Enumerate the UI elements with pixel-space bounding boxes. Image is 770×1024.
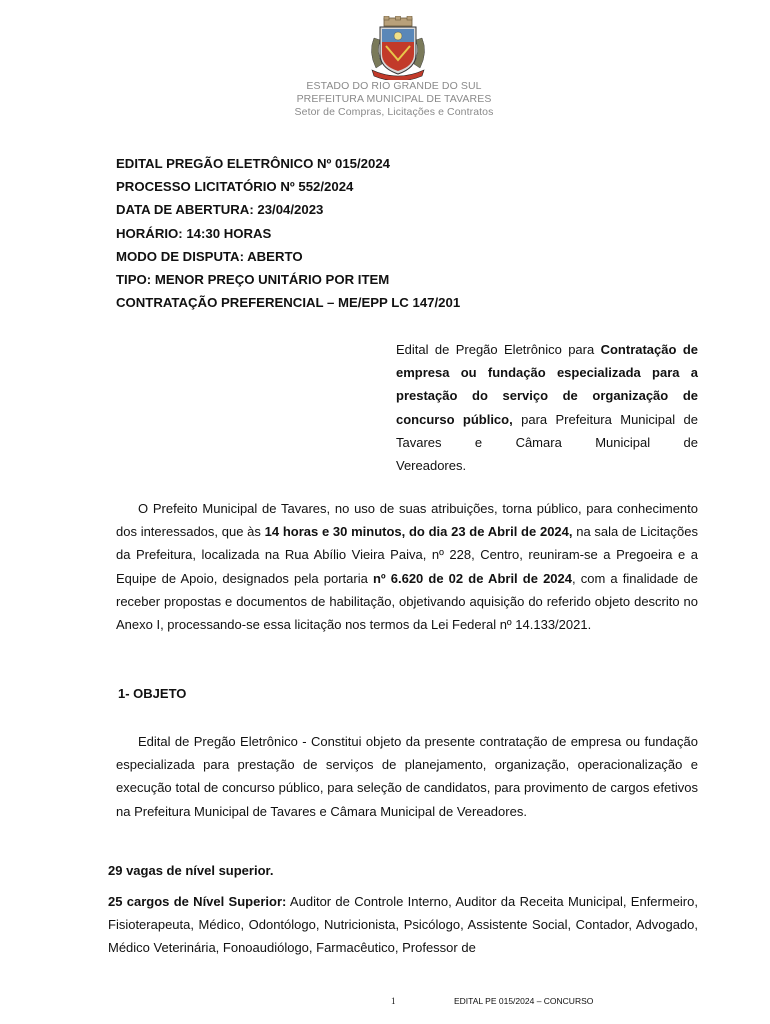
page-number: 1 [391,996,396,1006]
vagas-heading: 29 vagas de nível superior. [108,863,274,878]
modo-disputa: MODO DE DISPUTA: ABERTO [116,248,303,264]
summary-text-2: para Prefeitura Municipal de Tavares e Câmara Municipal de [396,411,698,450]
letterhead-prefecture: PREFEITURA MUNICIPAL DE TAVARES [296,93,492,105]
footer-reference: EDITAL PE 015/2024 – CONCURSO [454,996,594,1006]
summary-text-3: Vereadores. [396,458,467,474]
cargos-list: Auditor de Controle Interno, Auditor da Receita Municipal, Enfermeiro, Fisioterapeuta, Médico, Odontólogo, Nutricionista, Psicólogo, Assistente Social, Contador, Advogado, Médico Veterinária, Fonoaudiólogo, Farmacêutico, Professor de [108,894,698,956]
edital-summary [396,338,698,477]
letterhead-state: ESTADO DO RIO GRANDE DO SUL [306,80,482,92]
summary-text-1: Edital de Pregão Eletrônico para [396,342,601,357]
letterhead-department: Setor de Compras, Licitações e Contratos [294,106,494,118]
objeto-paragraph [116,730,698,823]
data-abertura: DATA DE ABERTURA: 23/04/2023 [116,202,324,218]
intro-portaria-bold: nº 6.620 de 02 de Abril de 2024 [372,570,572,586]
municipal-crest-icon [366,16,430,80]
intro-text-2: na sala de Licitações da Prefeitura, localizada na Rua Abílio Vieira Paiva, nº 228, Centro, reuniram-se a Pregoeira e a Equipe de Apoio, designados pela portaria [116,524,698,586]
section-objeto-title: 1- OBJETO [118,686,187,701]
intro-text-1: O Prefeito Municipal de Tavares, no uso de suas atribuições, torna público, para conhecimento dos interessados, que às [116,501,698,540]
cargos-label: 25 cargos de Nível Superior: [108,894,287,909]
edital-number: EDITAL PREGÃO ELETRÔNICO Nº 015/2024 [116,156,391,171]
summary-object-bold: Contratação de empresa ou fundação especializada para a prestação do serviço de organização de concurso público, [396,342,698,427]
processo-number: PROCESSO LICITATÓRIO Nº 552/2024 [116,179,354,195]
intro-paragraph [116,497,698,636]
objeto-text: Edital de Pregão Eletrônico - Constitui objeto da presente contratação de empresa ou fundação especializada para prestação de serviços de planejamento, organização, operacionalização e execução total de concurso público, para seleção de candidatos, para provimento de cargos efetivos na Prefeitura Municipal de Tavares e Câmara Municipal de Vereadores. [116,734,698,819]
edital-header [116,152,460,314]
tipo: TIPO: MENOR PREÇO UNITÁRIO POR ITEM [116,272,390,288]
intro-text-3: , com a finalidade de receber propostas e documentos de habilitação, objetivando aquisição do referido objeto descrito no Anexo I, processando-se essa licitação nos termos da Lei Federal nº 14.133/2021. [116,570,698,633]
contratacao-preferencial: CONTRATAÇÃO PREFERENCIAL – ME/EPP LC 147/201 [116,295,461,311]
intro-date-bold: 14 horas e 30 minutos, do dia 23 de Abril de 2024, [264,524,573,540]
letterhead [0,80,770,119]
cargos-paragraph [108,890,698,960]
horario: HORÁRIO: 14:30 HORAS [116,225,272,241]
